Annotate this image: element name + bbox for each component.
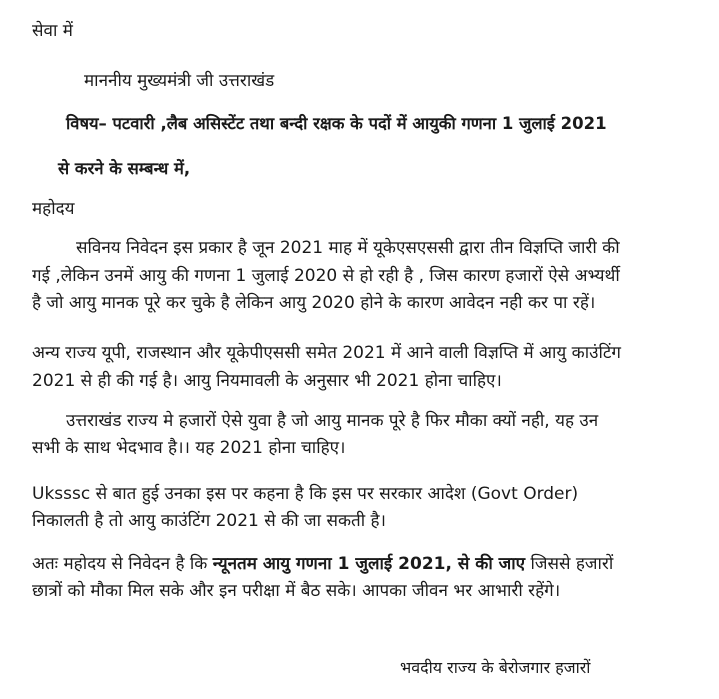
paragraph-3-line-1: उत्तराखंड राज्य मे हजारों ऐसे युवा है जो आयु मानक पूरे है फिर मौका क्यों नही, यह उन — [66, 411, 599, 431]
subject-line-1: विषय– पटवारी ,लैब असिस्टेंट तथा बन्दी रक्षक के पदों में आयुकी गणना 1 जुलाई 2021 — [66, 114, 607, 133]
addressee: माननीय मुख्यमंत्री जी उत्तराखंड — [84, 71, 275, 91]
greeting: महोदय — [32, 199, 75, 219]
paragraph-4-line-1: Uksssc से बात हुई उनका इस पर कहना है कि इस पर सरकार आदेश (Govt Order) — [32, 484, 579, 504]
paragraph-5-line-1 — [32, 553, 613, 575]
paragraph-3-line-2: सभी के साथ भेदभाव है।। यह 2021 होना चाहिए। — [32, 438, 346, 458]
paragraph-5-line-2: छात्रों को मौका मिल सके और इन परीक्षा में बैठ सके। आपका जीवन भर आभारी रहेंगे। — [32, 581, 561, 601]
paragraph-2-line-2: 2021 से ही की गई है। आयु नियमावली के अनुसार भी 2021 होना चाहिए। — [32, 371, 502, 391]
signoff: भवदीय राज्य के बेरोजगार हजारों — [400, 658, 591, 677]
paragraph-5-start: अतः महोदय से निवेदन है कि — [32, 554, 213, 574]
paragraph-5-bold-request: न्यूनतम आयु गणना 1 जुलाई 2021, से की जाए — [212, 554, 526, 574]
paragraph-1-line-2: गई ,लेकिन उनमें आयु की गणना 1 जुलाई 2020 से हो रही है , जिस कारण हजारों ऐसे अभ्यर्थी — [32, 266, 620, 286]
paragraph-1-line-1: सविनय निवेदन इस प्रकार है जून 2021 माह में यूकेएसएससी द्वारा तीन विज्ञप्ति जारी की — [76, 238, 620, 258]
paragraph-4-line-2: निकालती है तो आयु काउंटिंग 2021 से की जा सकती है। — [32, 511, 386, 531]
salutation-to: सेवा में — [32, 21, 73, 41]
paragraph-2-line-1: अन्य राज्य यूपी, राजस्थान और यूकेपीएससी समेत 2021 में आने वाली विज्ञप्ति में आयु काउंटिंग — [32, 343, 621, 363]
subject-line-2: से करने के सम्बन्ध में, — [58, 159, 191, 178]
paragraph-1-line-3: है जो आयु मानक पूरे कर चुके है लेकिन आयु 2020 होने के कारण आवेदन नही कर पा रहें। — [32, 293, 596, 313]
paragraph-5-end: जिससे हजारों — [525, 554, 614, 574]
